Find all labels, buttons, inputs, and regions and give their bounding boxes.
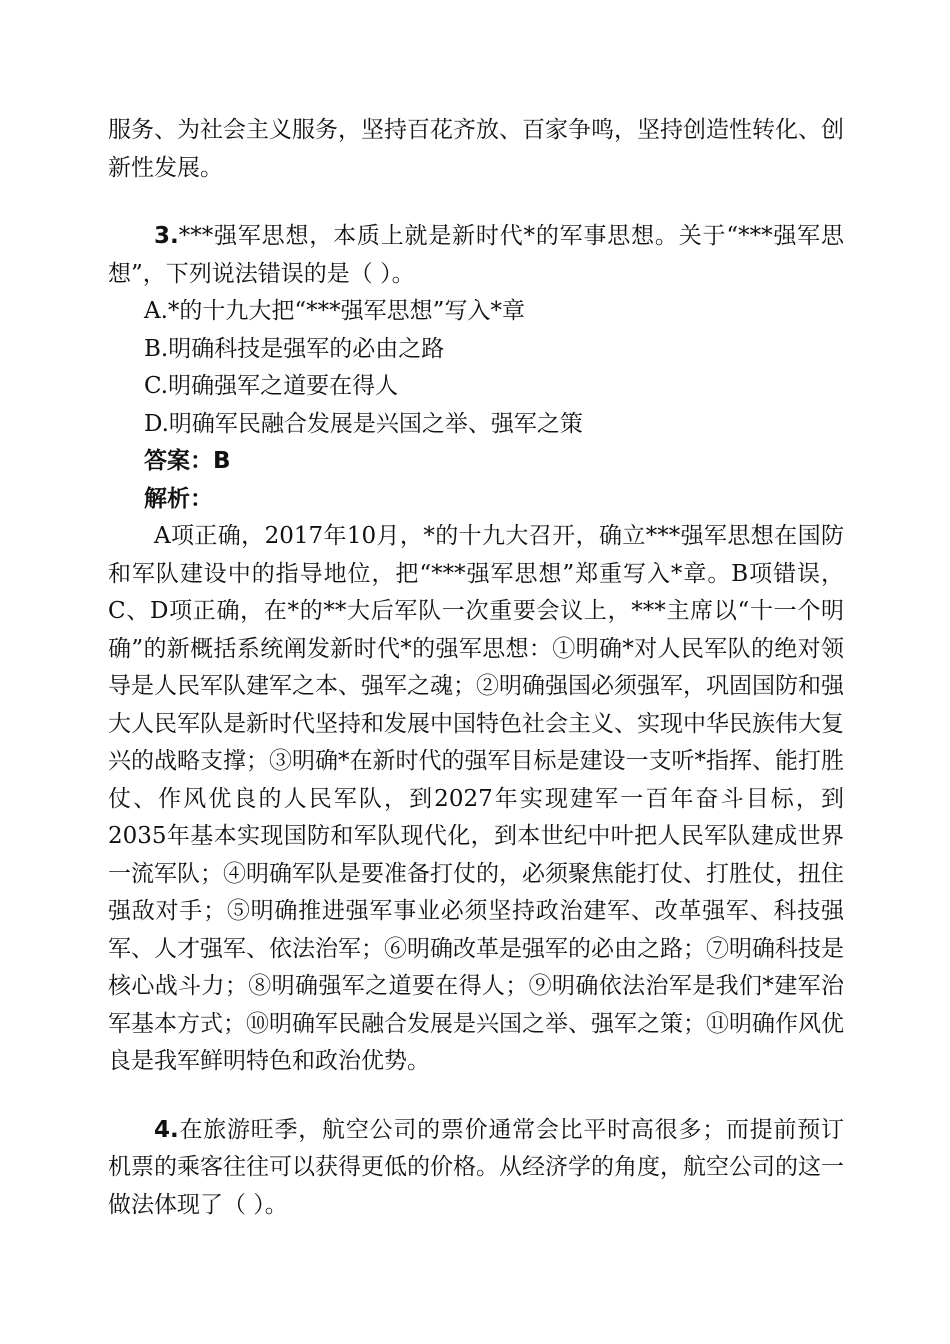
option-c: C.明确强军之道要在得人	[144, 373, 399, 399]
question-number: 4.	[154, 1116, 179, 1143]
spacer	[108, 187, 844, 218]
option-d: D.明确军民融合发展是兴国之举、强军之策	[144, 410, 583, 437]
question-text: 在旅游旺季，航空公司的票价通常会比平时高很多；而提前预订机票的乘客往往可以获得更低的价格。从经济学的角度，航空公司的这一做法体现了（ ）。	[108, 1116, 844, 1218]
option-a: A.*的十九大把“***强军思想”写入*章	[144, 298, 525, 324]
answer-label: 答案：B	[144, 448, 231, 474]
analysis-text: A项正确，2017年10月，*的十九大召开，确立***强军思想在国防和军队建设中的指导地位，把“***强军思想”郑重写入*章。B项错误，C、D项正确，在*的**大后军队一次重要会议上，***主席以“十一个明确”的新概括系统阐发新时代*的强军思想：①明确*对人民军队的绝对领导是人民军队建军之本、强军之魂；②明确强国必须强军，巩固国防和强大人民军队是新时代坚持和发展中国特色社会主义、实现中华民族伟大复兴的战略支撑；③明确*在新时代的强军目标是建设一支听*指挥、能打胜仗、作风优良的人民军队，到2027年实现建军一百年奋斗目标，到2035年基本实现国防和军队现代化，到本世纪中叶把人民军队建成世界一流军队；④明确军队是要准备打仗的，必须聚焦能打仗、打胜仗，扭住强敌对手；⑤明确推进强军事业必须坚持政治建军、改革强军、科技强军、人才强军、依法治军；⑥明确改革是强军的必由之路；⑦明确科技是核心战斗力；⑧明确强军之道要在得人；⑨明确依法治军是我们*建军治军基本方式；⑩明确军民融合发展是兴国之举、强军之策；⑪明确作风优良是我军鲜明特色和政治优势。	[108, 523, 844, 1074]
analysis-label: 解析：	[144, 485, 213, 512]
intro-paragraph: 服务、为社会主义服务，坚持百花齐放、百家争鸣，坚持创造性转化、创新性发展。	[108, 117, 844, 181]
option-b: B.明确科技是强军的必由之路	[144, 335, 445, 362]
question-text: ***强军思想，本质上就是新时代*的军事思想。关于“***强军思想”，下列说法错误的是（ ）。	[108, 223, 844, 287]
question-3	[108, 218, 844, 1081]
question-4	[108, 1112, 844, 1225]
question-stem	[108, 218, 844, 293]
question-stem	[108, 1112, 844, 1225]
page-content	[108, 112, 844, 1224]
spacer	[108, 1081, 844, 1112]
question-number: 3.	[154, 223, 179, 249]
